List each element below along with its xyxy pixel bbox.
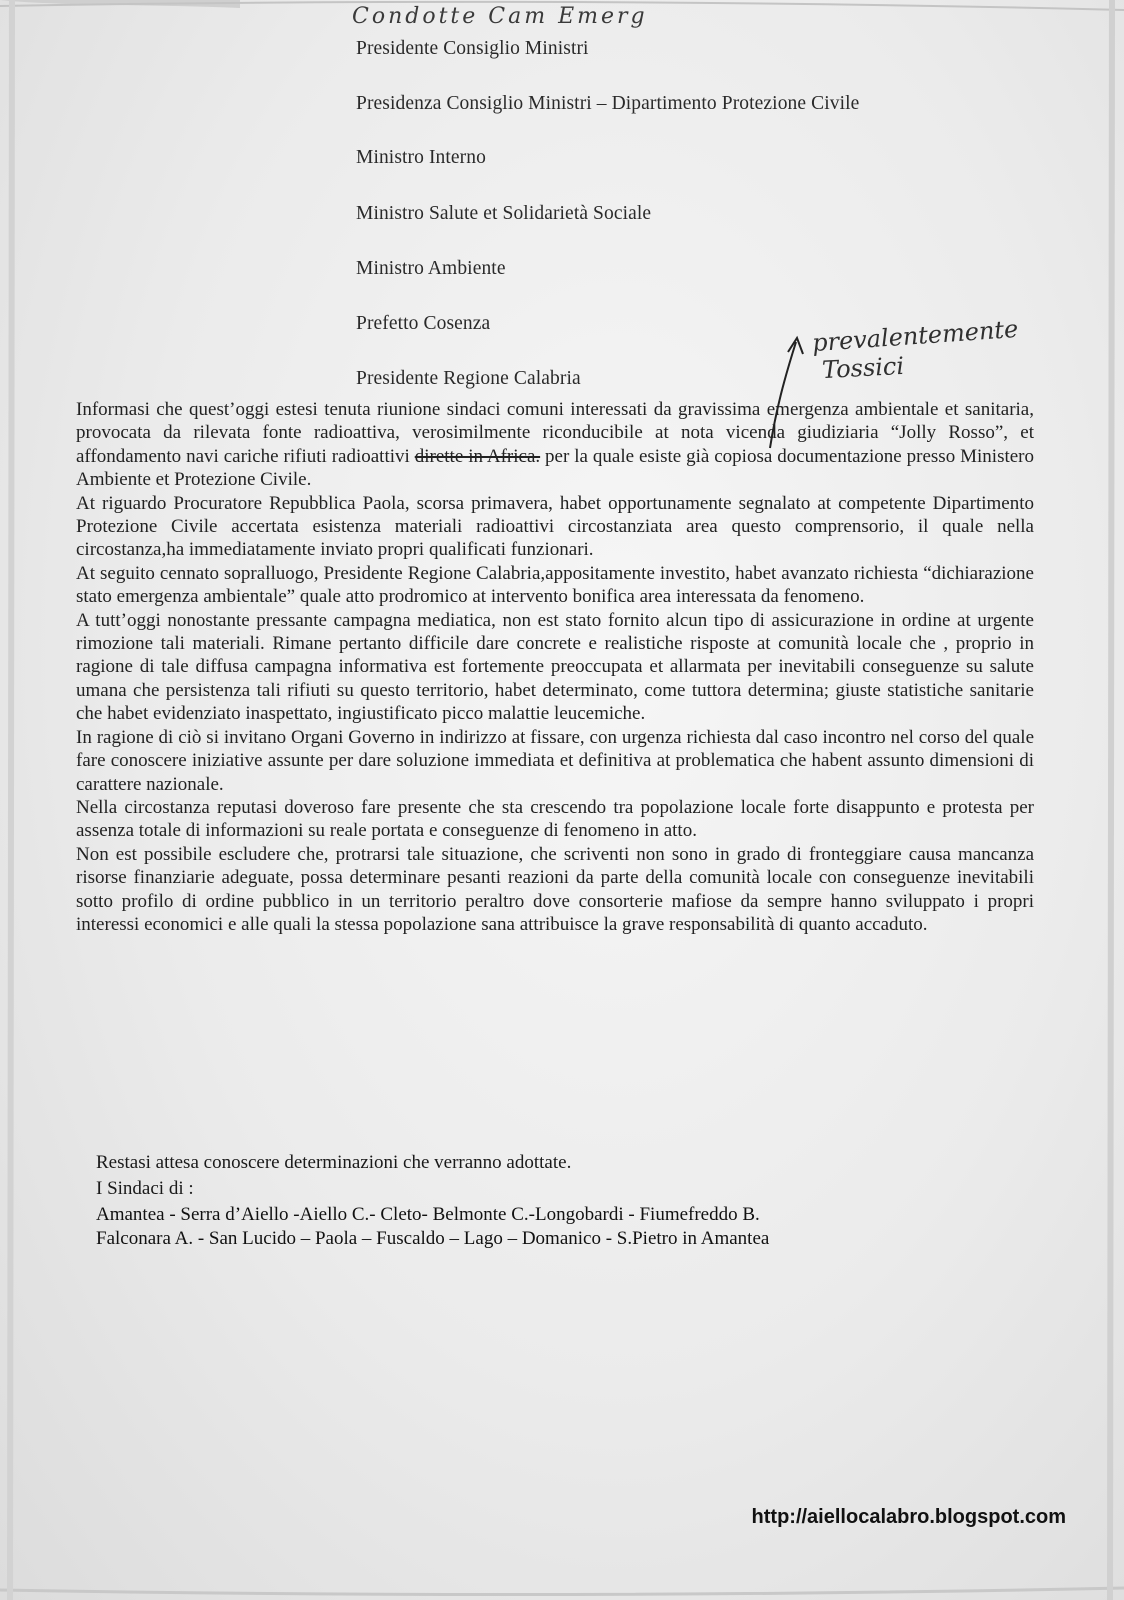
body-paragraph: At seguito cennato sopralluogo, Presidente Regione Calabria,appositamente investito, habet avanzato richiesta “dichiarazione stato emergenza ambientale” quale atto prodromico at intervento bonifica area interessata da fenomeno. — [76, 562, 1034, 608]
body-text-span: per la quale esiste già copiosa documentazione presso Ministero Ambiente et Protezione Civile. — [76, 445, 1035, 491]
recipient-line: Ministro Salute et Solidarietà Sociale — [356, 203, 652, 224]
recipient-line: Presidente Regione Calabria — [356, 368, 581, 389]
handwritten-top-note: Condotte Cam Emerg — [352, 4, 648, 29]
signatories-towns: Falconara A. - San Lucido – Paola – Fuscaldo – Lago – Domanico - S.Pietro in Amantea — [96, 1228, 770, 1249]
body-text-span: Informasi che quest’oggi estesi tenuta riunione sindaci comuni interessati da gravissima emergenza ambientale et sanitaria, provocata da rilevata fonte radioattiva, verosimilmente riconducibile at nota vicenda giudiziaria “Jolly Rosso”, et affondamento navi cariche rifiuti radioattivi — [76, 399, 1034, 467]
recipient-line: Presidenza Consiglio Ministri – Dipartimento Protezione Civile — [356, 93, 860, 114]
recipient-line: Prefetto Cosenza — [356, 313, 491, 334]
signatories-towns: Amantea - Serra d’Aiello -Aiello C.- Cleto- Belmonte C.-Longobardi - Fiumefreddo B. — [96, 1204, 760, 1225]
letter-body — [76, 398, 1034, 936]
closing-line: Restasi attesa conoscere determinazioni che verranno adottate. — [96, 1152, 572, 1173]
struck-text: dirette in Africa. — [414, 445, 541, 467]
handwritten-margin-note: Tossici — [821, 351, 905, 385]
recipient-line: Presidente Consiglio Ministri — [356, 38, 589, 59]
body-paragraph: Non est possibile escludere che, protrarsi tale situazione, che scriventi non sono in grado di fronteggiare causa mancanza risorse finanziarie adeguate, possa determinare pesanti reazioni da parte della comunità locale con conseguenze inevitabili sotto profilo di ordine pubblico in un territorio peraltro dove consorterie mafiose da sempre hanno sviluppato i propri interessi economici e alle quali la stessa popolazione sana attribuisce la grave responsabilità di quanto accaduto. — [76, 843, 1034, 935]
body-paragraph: At riguardo Procuratore Repubblica Paola, scorsa primavera, habet opportunamente segnalato at competente Dipartimento Protezione Civile accertata esistenza materiali radioattivi circostanziata area questo comprensorio, il quale nella circostanza,ha immediatamente inviato propri qualificati funzionari. — [76, 492, 1034, 561]
body-paragraph: Nella circostanza reputasi doveroso fare presente che sta crescendo tra popolazione locale forte disappunto e protesta per assenza totale di informazioni su reale portata e conseguenze di fenomeno in atto. — [76, 796, 1034, 842]
body-paragraph: In ragione di ciò si invitano Organi Governo in indirizzo at fissare, con urgenza richiesta dal caso incontro nel corso del quale fare conoscere iniziative assunte per dare soluzione immediata et definitiva at problematica che habent assunto dimensioni di carattere nazionale. — [76, 726, 1034, 795]
handwritten-margin-note: prevalentemente — [811, 314, 1020, 358]
recipient-line: Ministro Ambiente — [356, 258, 506, 279]
blog-url-watermark[interactable]: http://aiellocalabro.blogspot.com — [751, 1506, 1066, 1528]
signatories-heading: I Sindaci di : — [96, 1178, 194, 1199]
recipient-line: Ministro Interno — [356, 147, 486, 168]
body-paragraph — [76, 398, 1034, 492]
body-paragraph: A tutt’oggi nonostante pressante campagna mediatica, non est stato fornito alcun tipo di assicurazione in ordine at urgente rimozione tali materiali. Rimane pertanto difficile dare concrete e realistiche risposte at comunità locale che , proprio in ragione di tale diffusa campagna informativa est fortemente preoccupata et allarmata per inevitabili conseguenze su salute umana che persistenza tali rifiuti su questo territorio, habet determinato, come tuttora determina; giuste statistiche sanitarie che habet evidenziato inaspettato, ingiustificato picco malattie leucemiche. — [76, 609, 1034, 725]
